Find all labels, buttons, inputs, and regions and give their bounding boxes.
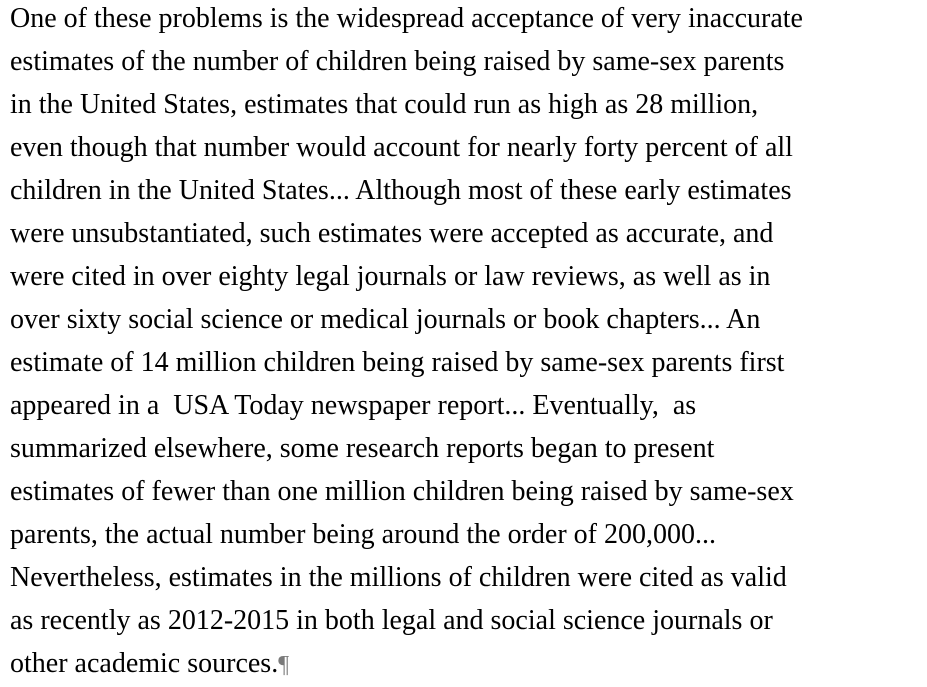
text-line-4: even though that number would account for nearly forty percent of all: [10, 132, 793, 163]
text-line-12: estimates of fewer than one million children being raised by same-sex: [10, 476, 794, 507]
text-line-8: over sixty social science or medical journals or book chapters... An: [10, 304, 761, 335]
text-line-6: were unsubstantiated, such estimates were accepted as accurate, and: [10, 218, 774, 249]
text-line-9: estimate of 14 million children being raised by same-sex parents first: [10, 347, 785, 378]
text-line-13: parents, the actual number being around the order of 200,000...: [10, 519, 717, 550]
text-line-11: summarized elsewhere, some research reports began to present: [10, 433, 715, 464]
paragraph-mark-icon: ¶: [278, 652, 290, 678]
document-page: [10, 0, 925, 682]
text-line-3: in the United States, estimates that could run as high as 28 million,: [10, 89, 759, 120]
text-line-1: One of these problems is the widespread acceptance of very inaccurate: [10, 3, 803, 34]
text-line-15: as recently as 2012-2015 in both legal and social science journals or: [10, 605, 773, 636]
text-line-14: Nevertheless, estimates in the millions of children were cited as valid: [10, 562, 787, 593]
text-line-2: estimates of the number of children being raised by same-sex parents: [10, 46, 785, 77]
text-line-7: were cited in over eighty legal journals or law reviews, as well as in: [10, 261, 771, 292]
text-line-16: [10, 642, 289, 685]
text-line-16-text: other academic sources.: [10, 648, 279, 679]
text-line-5: children in the United States... Although most of these early estimates: [10, 175, 792, 206]
text-line-10: appeared in a USA Today newspaper report... Eventually, as: [10, 390, 697, 421]
